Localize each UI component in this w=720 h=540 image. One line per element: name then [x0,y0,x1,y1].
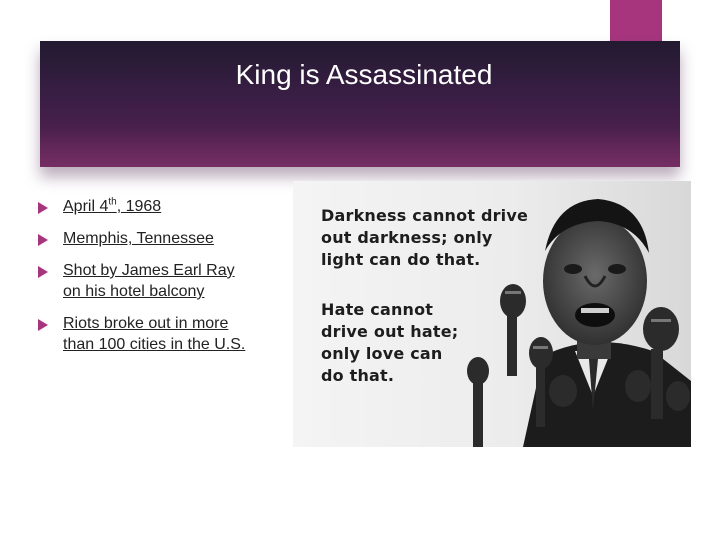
bullet-item-location [36,228,286,249]
shooter-link[interactable]: Shot by James Earl Ray on his hotel balcony [63,262,235,300]
slide-title: King is Assassinated [235,59,493,90]
mlk-quote-photo [293,181,691,447]
bullet-item-shooter [36,260,286,302]
triangle-bullet-icon [38,202,48,214]
triangle-bullet-icon [38,266,48,278]
bullet-list [36,196,286,366]
triangle-bullet-icon [38,319,48,331]
triangle-bullet-icon [38,234,48,246]
location-link[interactable]: Memphis, Tennessee [63,230,214,247]
bullet-item-riots [36,313,286,355]
quote-hate: Hate cannot drive out hate; only love can do that. [321,300,459,385]
bullet-item-date [36,196,286,217]
riots-link[interactable]: Riots broke out in more than 100 cities in the U.S. [63,315,246,353]
quote-darkness: Darkness cannot drive out darkness; only light can do that. [321,206,529,269]
ordinal-suffix: th [108,196,117,208]
date-link[interactable]: April 4th, 1968 [63,196,162,215]
